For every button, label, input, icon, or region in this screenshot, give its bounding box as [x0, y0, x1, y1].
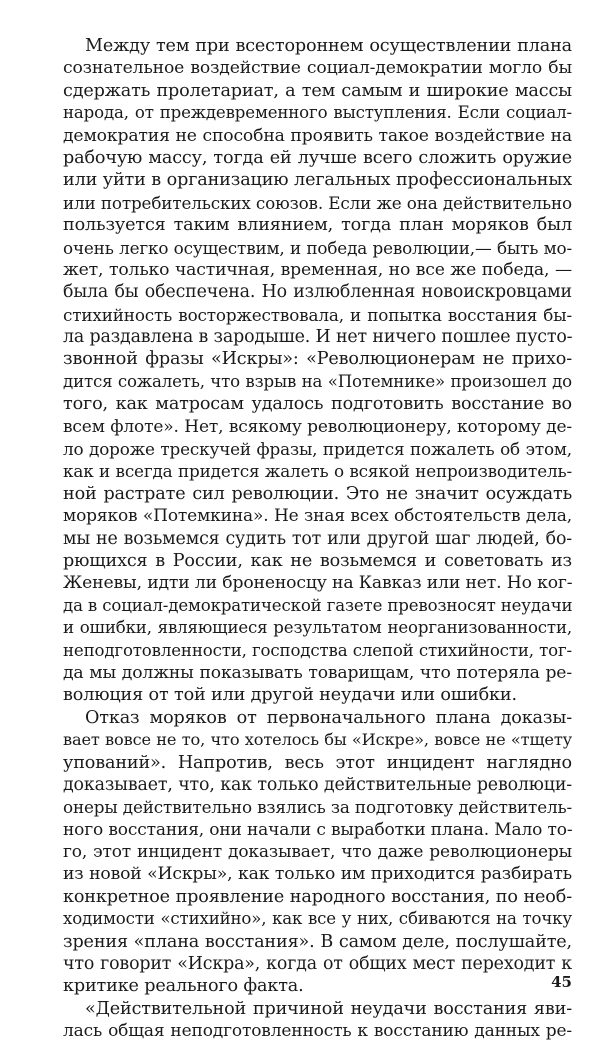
- text-line: стихийность восторжествовала, и попытка восстания бы-: [63, 304, 572, 325]
- text-line: ходимости «стихийно», как все у них, сбиваются на точку: [63, 909, 572, 929]
- text-line: зрения «плана восстания». В самом деле, послушайте,: [63, 931, 572, 952]
- text-line: ного восстания, они начали с выработки плана. Мало то-: [63, 819, 572, 840]
- text-line: пользуется таким влиянием, тогда план моряков был: [63, 215, 572, 236]
- text-line: сознательное воздействие социал-демократии могло бы: [63, 58, 572, 79]
- text-line: да в социал-демократической газете превозносят неудачи: [63, 595, 572, 615]
- text-line: критике реального факта.: [63, 976, 304, 997]
- text-line: рющихся в России, как не возьмемся и советовать из: [63, 550, 572, 571]
- text-line: волюция от той или другой неудачи или ошибки.: [63, 685, 517, 706]
- text-line: всем флоте». Нет, всякому революционеру, которому де-: [63, 416, 572, 437]
- text-line: доказывает, что, как только действительные революци-: [63, 774, 572, 795]
- text-line: как и всегда придется жалеть о всякой непроизводитель-: [63, 461, 572, 482]
- text-line: демократия не способна проявить такое воздействие на: [63, 125, 572, 146]
- text-line: была бы обеспечена. Но излюбленная новоискровцами: [63, 282, 572, 303]
- text-line: конкретное проявление народного восстания, по необ-: [63, 886, 572, 907]
- text-line: звонной фразы «Искры»: «Революционерам не прихо-: [63, 349, 572, 370]
- text-line: Женевы, идти ли броненосцу на Кавказ или нет. Но ког-: [63, 573, 572, 594]
- text-line: или потребительских союзов. Если же она действительно: [63, 192, 572, 213]
- text-line: что говорит «Искра», когда от общих мест переходит к: [63, 954, 572, 975]
- text-line: дится сожалеть, что взрыв на «Потемнике» произошел до: [63, 371, 572, 391]
- text-line: Между тем при всестороннем осуществлении плана: [85, 36, 572, 56]
- text-line: ло дороже трескучей фразы, придется пожалеть об этом,: [63, 439, 572, 460]
- page-number: 45: [551, 973, 572, 991]
- text-line: лась общая неподготовленность к восстанию данных ре-: [63, 1021, 572, 1042]
- body-text: [63, 35, 572, 1043]
- text-line: мы не возьмемся судить тот или другой шаг людей, бо-: [63, 528, 572, 549]
- text-line: или уйти в организацию легальных профессиональных: [63, 170, 572, 191]
- text-line: народа, от преждевременного выступления. Если социал-: [63, 103, 572, 123]
- text-line: да мы должны показывать товарищам, что потеряла ре-: [63, 662, 572, 683]
- text-line: неподготовленности, господства слепой стихийности, тог-: [63, 640, 572, 660]
- text-line: сдержать пролетариат, а тем самым и широкие массы: [63, 80, 572, 101]
- text-line: ной растрате сил революции. Это не значит осуждать: [63, 483, 572, 504]
- text-line: онеры действительно взялись за подготовку действитель-: [63, 797, 572, 818]
- text-line: и ошибки, являющиеся результатом неорганизованности,: [63, 618, 572, 638]
- text-line: упований». Напротив, весь этот инцидент наглядно: [63, 752, 572, 773]
- text-line: очень легко осуществим, и победа революции,— быть мо-: [63, 237, 572, 258]
- text-line: вает вовсе не то, что хотелось бы «Искре», вовсе не «тщету: [63, 730, 572, 750]
- text-line: жет, только частичная, временная, но все же победа, —: [63, 259, 572, 280]
- text-line: из новой «Искры», как только им приходится разбирать: [63, 864, 572, 885]
- text-line: моряков «Потемкина». Не зная всех обстоятельств дела,: [63, 506, 572, 527]
- text-line: Отказ моряков от первоначального плана доказы-: [85, 707, 572, 728]
- text-line: «Действительной причиной неудачи восстания яви-: [85, 998, 572, 1019]
- text-line: ла раздавлена в зародыше. И нет ничего пошлее пусто-: [63, 327, 572, 348]
- text-line: го, этот инцидент доказывает, что даже революционеры: [63, 842, 572, 863]
- text-line: рабочую массу, тогда ей лучше всего сложить оружие: [63, 147, 572, 168]
- text-line: того, как матросам удалось подготовить восстание во: [63, 394, 572, 415]
